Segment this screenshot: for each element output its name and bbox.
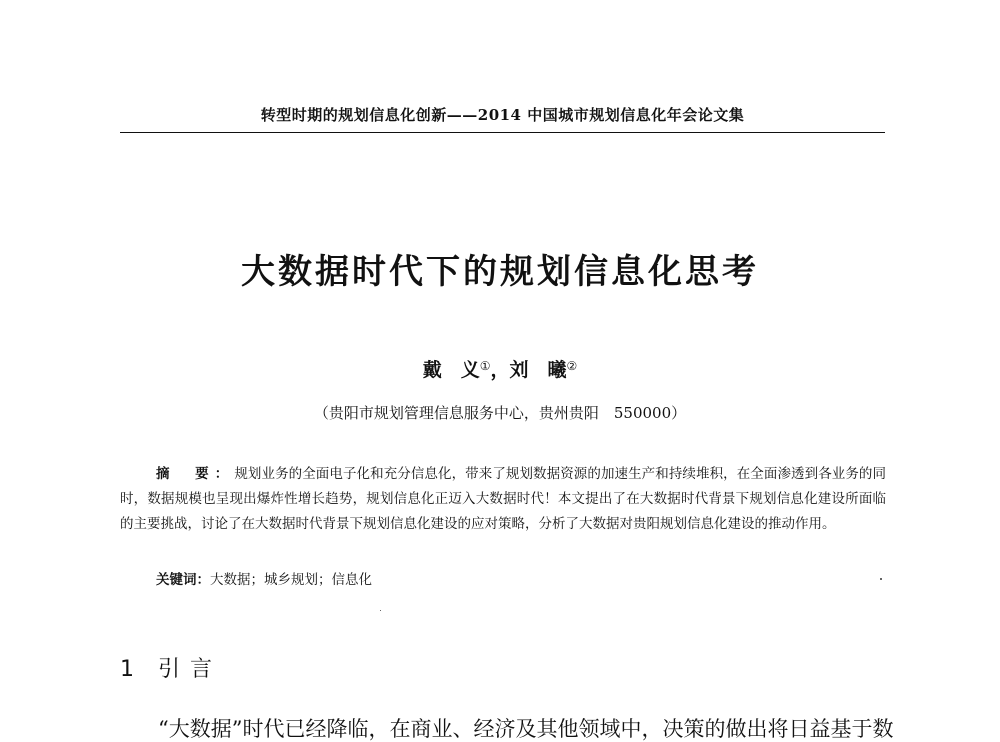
section-heading — [120, 652, 222, 683]
affiliation: （贵阳市规划管理信息服务中心，贵州贵阳 550000） — [313, 404, 687, 422]
keywords — [156, 568, 372, 588]
author-name: 刘 曦 — [509, 359, 567, 381]
header-rule — [120, 132, 885, 133]
body-paragraph: “大数据”时代已经降临，在商业、经济及其他领域中，决策的做出将日益基于数 — [158, 717, 894, 741]
abstract — [120, 462, 886, 537]
keywords-text: 大数据；城乡规划；信息化 — [210, 572, 372, 588]
paper-title: 大数据时代下的规划信息化思考 — [241, 252, 759, 292]
section-number: 1 — [120, 657, 134, 682]
abstract-text: 规划业务的全面电子化和充分信息化，带来了规划数据资源的加速生产和持续堆积，在全面渗透到各业务的同时，数据规模也呈现出爆炸性增长趋势，规划信息化正迈入大数据时代！本文提出了在大数据时代背景下规划信息化建设所面临的主要挑战，讨论了在大数据时代背景下规划信息化建设的应对策略，分析了大数据对贵阳规划信息化建设的推动作用。 — [120, 466, 887, 532]
abstract-label: 摘 要： — [156, 466, 235, 482]
author-footnote-mark: ② — [566, 359, 578, 373]
author-footnote-mark: ① — [479, 359, 491, 373]
running-header: 转型时期的规划信息化创新——2014 中国城市规划信息化年会论文集 — [260, 106, 745, 124]
author-line — [0, 355, 1000, 382]
scan-speck — [380, 610, 381, 611]
section-title: 引言 — [158, 657, 223, 682]
keywords-label: 关键词： — [156, 572, 210, 588]
author-name: 戴 义 — [422, 359, 480, 381]
author-separator: ， — [490, 359, 510, 381]
scan-speck — [880, 578, 882, 580]
